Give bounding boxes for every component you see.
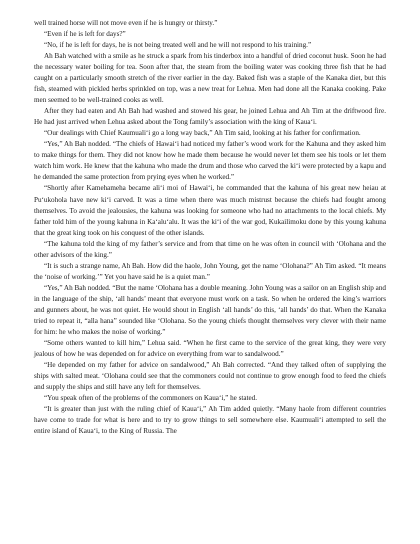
paragraph-2: “Even if he is left for days?” [44,30,126,39]
paragraph-5: After they had eaten and Ah Bah had washed and stowed his gear, he joined Lehua and Ah Tim at the driftwood fire. He had just arrived when Lehua asked about the Tong family’s association with the king of Kaua‘i. [34,107,386,127]
paragraph-4: Ah Bah watched with a smile as he struck a spark from his tinderbox into a handful of dried coconut husk. Soon he had the necessary water boiling for tea. Soon after that, the steam from the boiling water was cooking three fish that he had caught on a particularly smooth stretch of the river earlier in the day. Baked fish was a staple of the Kanaka diet, but this fish, steamed with pickled herbs sprinkled on top, was a new treat for Lehua. Men had done all the Kanaka cooking. Pake men seemed to be well-trained cooks as well. [34,52,386,105]
paragraph-14: “You speak often of the problems of the commoners on Kaua‘i,” he stated. [44,394,258,403]
paragraph-15: “It is greater than just with the ruling chief of Kaua‘i,” Ah Tim added quietly. “Many haole from different countries have come to trade for what is here and to try to grow things to sell somewhere else. Kaumuali‘i attempted to sell the entire island of Kaua‘i, to the King of Russia. The [34,405,386,436]
paragraph-9: “The kahuna told the king of my father’s service and from that time on he was often in council with ‘Olohana and the other advisors of the king.” [34,239,386,259]
paragraph-6: “Our dealings with Chief Kaumuali‘i go a long way back,” Ah Tim said, looking at his father for confirmation. [44,129,361,138]
paragraph-12: “Some others wanted to kill him,” Lehua said. “When he first came to the service of the great king, they were very jealous of how he was depended on for advice on everything from war to sandalwood.” [34,338,386,358]
paragraph-8: “Shortly after Kamehameha became ali‘i moi of Hawai‘i, he commanded that the kahuna of his great new heiau at Pu‘ukohola have new ki‘i carved. It was a time when there was much mistrust because the chiefs had fought among themselves. To avoid the jealousies, the kahuna was looking for someone who had no attachments to the local chiefs. My father told him of the young kahuna in Ka‘alu‘alu. It was the ki‘i of the war god, Kukailimoku done by this young kahuna that the great king took on his conquest of the other islands. [34,184,386,237]
paragraph-10: “It is such a strange name, Ah Bah. How did the haole, John Young, get the name ‘Olohana?” Ah Tim asked. “It means the ‘noise of working.’” Yet you have said he is a quiet man.” [34,261,386,281]
paragraph-11: “Yes,” Ah Bah nodded. “But the name ‘Olohana has a double meaning. John Young was a sailor on an English ship and in the language of the ship, ‘all hands’ meant that everyone must work on a task. So when he ordered the king’s warriors and gunners about, he was not quiet. He would shout in English ‘all hands’ do this, ‘all hands’ do that. When the Kanaka tried to repeat it, “alla hana” sounded like ‘Olohana. So the young chiefs thought themselves very clever with their name for him: he who makes the noise of working.” [34,283,386,336]
paragraph-3: “No, if he is left for days, he is not being treated well and he will not respond to his training.” [44,41,312,50]
paragraph-13: “He depended on my father for advice on sandalwood,” Ah Bah corrected. “And they talked often of supplying the ships with salted meat. ‘Olohana could see that the commoners could not continue to grow enough food to feed the chiefs and supply the ships and still have any left for themselves. [34,360,386,392]
paragraph-7: “Yes,” Ah Bah nodded. “The chiefs of Hawai‘i had noticed my father’s wood work for the Kahuna and they asked him to make things for them. They did not know how he made them because he would never let them see his tools or let them watch him work. He knew that the kahuna who made the drum and those who carved the ki‘i were protected by a kapu and he demanded the same protection from prying eyes when he worked.” [34,140,386,182]
paragraph-1: well trained horse will not move even if he is hungry or thirsty.” [34,19,218,27]
